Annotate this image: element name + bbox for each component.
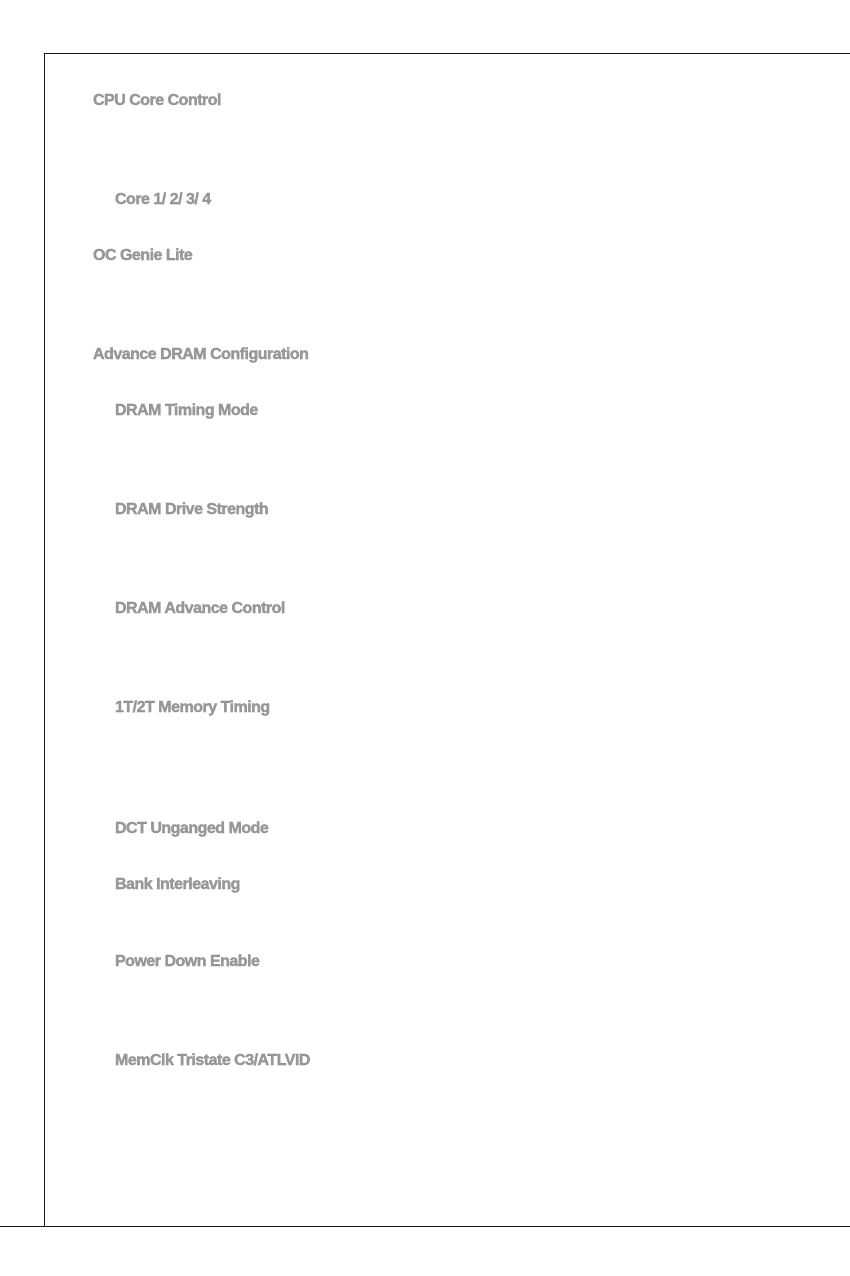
bottom-border-line xyxy=(0,1226,850,1227)
heading-1t-2t-memory-timing: 1T/2T Memory Timing xyxy=(115,699,270,716)
heading-advance-dram-configuration: Advance DRAM Configuration xyxy=(93,346,309,363)
heading-cpu-core-control: CPU Core Control xyxy=(93,92,221,109)
heading-dct-unganged-mode: DCT Unganged Mode xyxy=(115,820,269,837)
heading-oc-genie-lite: OC Genie Lite xyxy=(93,247,193,264)
heading-power-down-enable: Power Down Enable xyxy=(115,953,260,970)
left-border-line xyxy=(44,53,45,1227)
heading-dram-advance-control: DRAM Advance Control xyxy=(115,600,285,617)
heading-dram-timing-mode: DRAM Timing Mode xyxy=(115,402,258,419)
heading-core-1-2-3-4: Core 1/ 2/ 3/ 4 xyxy=(115,191,211,208)
heading-memclk-tristate: MemClk Tristate C3/ATLVID xyxy=(115,1052,310,1069)
top-border-line xyxy=(44,53,850,54)
heading-bank-interleaving: Bank Interleaving xyxy=(115,876,240,893)
heading-dram-drive-strength: DRAM Drive Strength xyxy=(115,501,269,518)
